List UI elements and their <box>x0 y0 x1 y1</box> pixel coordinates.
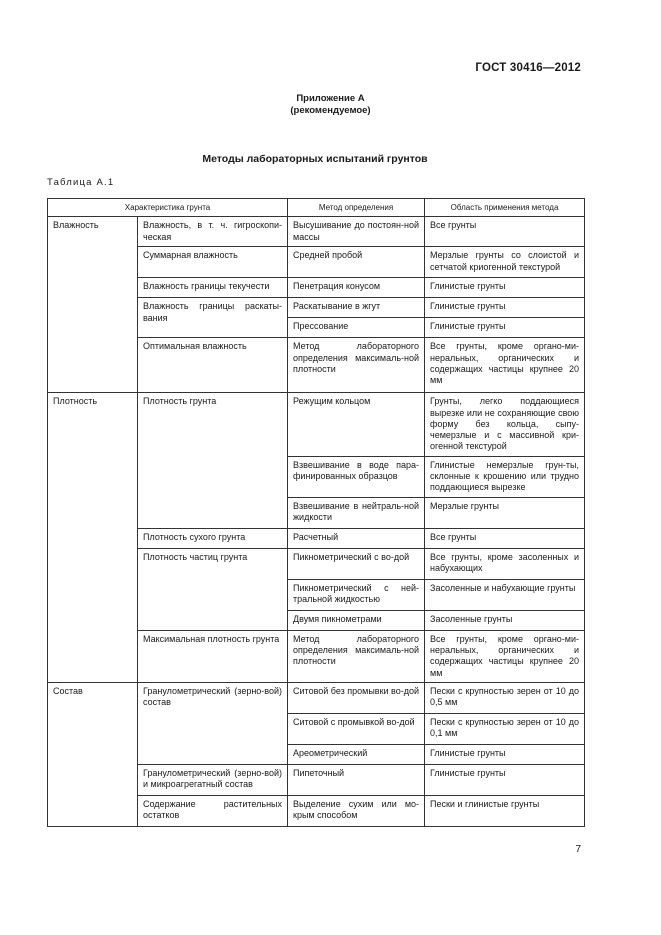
method-cell: Расчетный <box>288 528 425 548</box>
characteristic-cell: Гранулометрический (зерно-вой) и микроагрегатный состав <box>138 764 288 795</box>
characteristic-cell: Максимальная плотность грунта <box>138 630 288 682</box>
header-method: Метод определения <box>288 199 425 217</box>
characteristic-cell: Влажность границы раскаты-вания <box>138 298 288 338</box>
table-row <box>48 217 585 247</box>
group-cell: Влажность <box>48 217 138 393</box>
table-header-row <box>48 199 585 217</box>
scope-cell: Глинистые немерзлые грун-ты, склонные к крошению или трудно поддающиеся вырезке <box>425 456 585 497</box>
method-cell: Средней пробой <box>288 247 425 278</box>
document-title: Методы лабораторных испытаний грунтов <box>202 153 428 165</box>
scope-cell: Все грунты, кроме органо-ми-неральных, органических и содержащих частицы крупнее 20 мм <box>425 338 585 393</box>
method-cell: Пикнометрический с ней-тральной жидкостью <box>288 579 425 610</box>
scope-cell: Все грунты, кроме органо-ми-неральных, органических и содержащих частицы крупнее 20 мм <box>425 630 585 682</box>
scope-cell: Мерзлые грунты <box>425 497 585 528</box>
scope-cell: Мерзлые грунты со слоистой и сетчатой криогенной текстурой <box>425 247 585 278</box>
scope-cell: Глинистые грунты <box>425 298 585 318</box>
standard-number: ГОСТ 30416—2012 <box>475 62 581 74</box>
scope-cell: Пески и глинистые грунты <box>425 795 585 826</box>
characteristic-cell: Гранулометрический (зерно-вой) состав <box>138 682 288 764</box>
method-cell: Высушивание до постоян-ной массы <box>288 217 425 247</box>
appendix-subtitle: (рекомендуемое) <box>290 105 371 116</box>
page-number: 7 <box>575 844 581 855</box>
group-cell: Состав <box>48 682 138 826</box>
method-cell: Пипеточный <box>288 764 425 795</box>
scope-cell: Засоленные грунты <box>425 610 585 630</box>
method-cell: Пенетрация конусом <box>288 278 425 298</box>
method-cell: Режущим кольцом <box>288 393 425 456</box>
scope-cell: Все грунты <box>425 528 585 548</box>
methods-table-wrapper <box>47 198 584 827</box>
method-cell: Ареометрический <box>288 744 425 764</box>
method-cell: Прессование <box>288 318 425 338</box>
method-cell: Выделение сухим или мо-крым способом <box>288 795 425 826</box>
appendix-heading <box>0 93 661 117</box>
method-cell: Ситовой с промывкой во-дой <box>288 713 425 744</box>
scope-cell: Все грунты, кроме засоленных и набухающих <box>425 548 585 579</box>
method-cell: Метод лабораторного определения максималь-ной плотности <box>288 338 425 393</box>
header-scope: Область применения метода <box>425 199 585 217</box>
characteristic-cell: Плотность сухого грунта <box>138 528 288 548</box>
method-cell: Метод лабораторного определения максималь-ной плотности <box>288 630 425 682</box>
scope-cell: Глинистые грунты <box>425 278 585 298</box>
characteristic-cell: Суммарная влажность <box>138 247 288 278</box>
characteristic-cell: Плотность частиц грунта <box>138 548 288 630</box>
method-cell: Раскатывание в жгут <box>288 298 425 318</box>
characteristic-cell: Содержание растительных остатков <box>138 795 288 826</box>
table-row <box>48 682 585 713</box>
group-cell: Плотность <box>48 393 138 683</box>
characteristic-cell: Влажность, в т. ч. гигроскопи-ческая <box>138 217 288 247</box>
scope-cell: Пески с крупностью зерен от 10 до 0,5 мм <box>425 682 585 713</box>
scope-cell: Грунты, легко поддающиеся вырезке или не сохраняющие свою форму без кольца, сыпу-чемерзлые и с массивной кри-огенной текстурой <box>425 393 585 456</box>
scope-cell: Пески с крупностью зерен от 10 до 0,1 мм <box>425 713 585 744</box>
header-characteristic: Характеристика грунта <box>48 199 288 217</box>
appendix-title: Приложение А <box>296 93 365 104</box>
characteristic-cell: Плотность грунта <box>138 393 288 528</box>
scope-cell: Все грунты <box>425 217 585 247</box>
method-cell: Двумя пикнометрами <box>288 610 425 630</box>
table-caption: Таблица А.1 <box>47 177 115 188</box>
methods-table <box>47 198 585 827</box>
characteristic-cell: Влажность границы текучести <box>138 278 288 298</box>
method-cell: Ситовой без промывки во-дой <box>288 682 425 713</box>
scope-cell: Засоленные и набухающие грунты <box>425 579 585 610</box>
method-cell: Взвешивание в нейтраль-ной жидкости <box>288 497 425 528</box>
characteristic-cell: Оптимальная влажность <box>138 338 288 393</box>
scope-cell: Глинистые грунты <box>425 764 585 795</box>
method-cell: Взвешивание в воде пара-финированных образцов <box>288 456 425 497</box>
scope-cell: Глинистые грунты <box>425 318 585 338</box>
scope-cell: Глинистые грунты <box>425 744 585 764</box>
table-row <box>48 393 585 456</box>
method-cell: Пикнометрический с во-дой <box>288 548 425 579</box>
